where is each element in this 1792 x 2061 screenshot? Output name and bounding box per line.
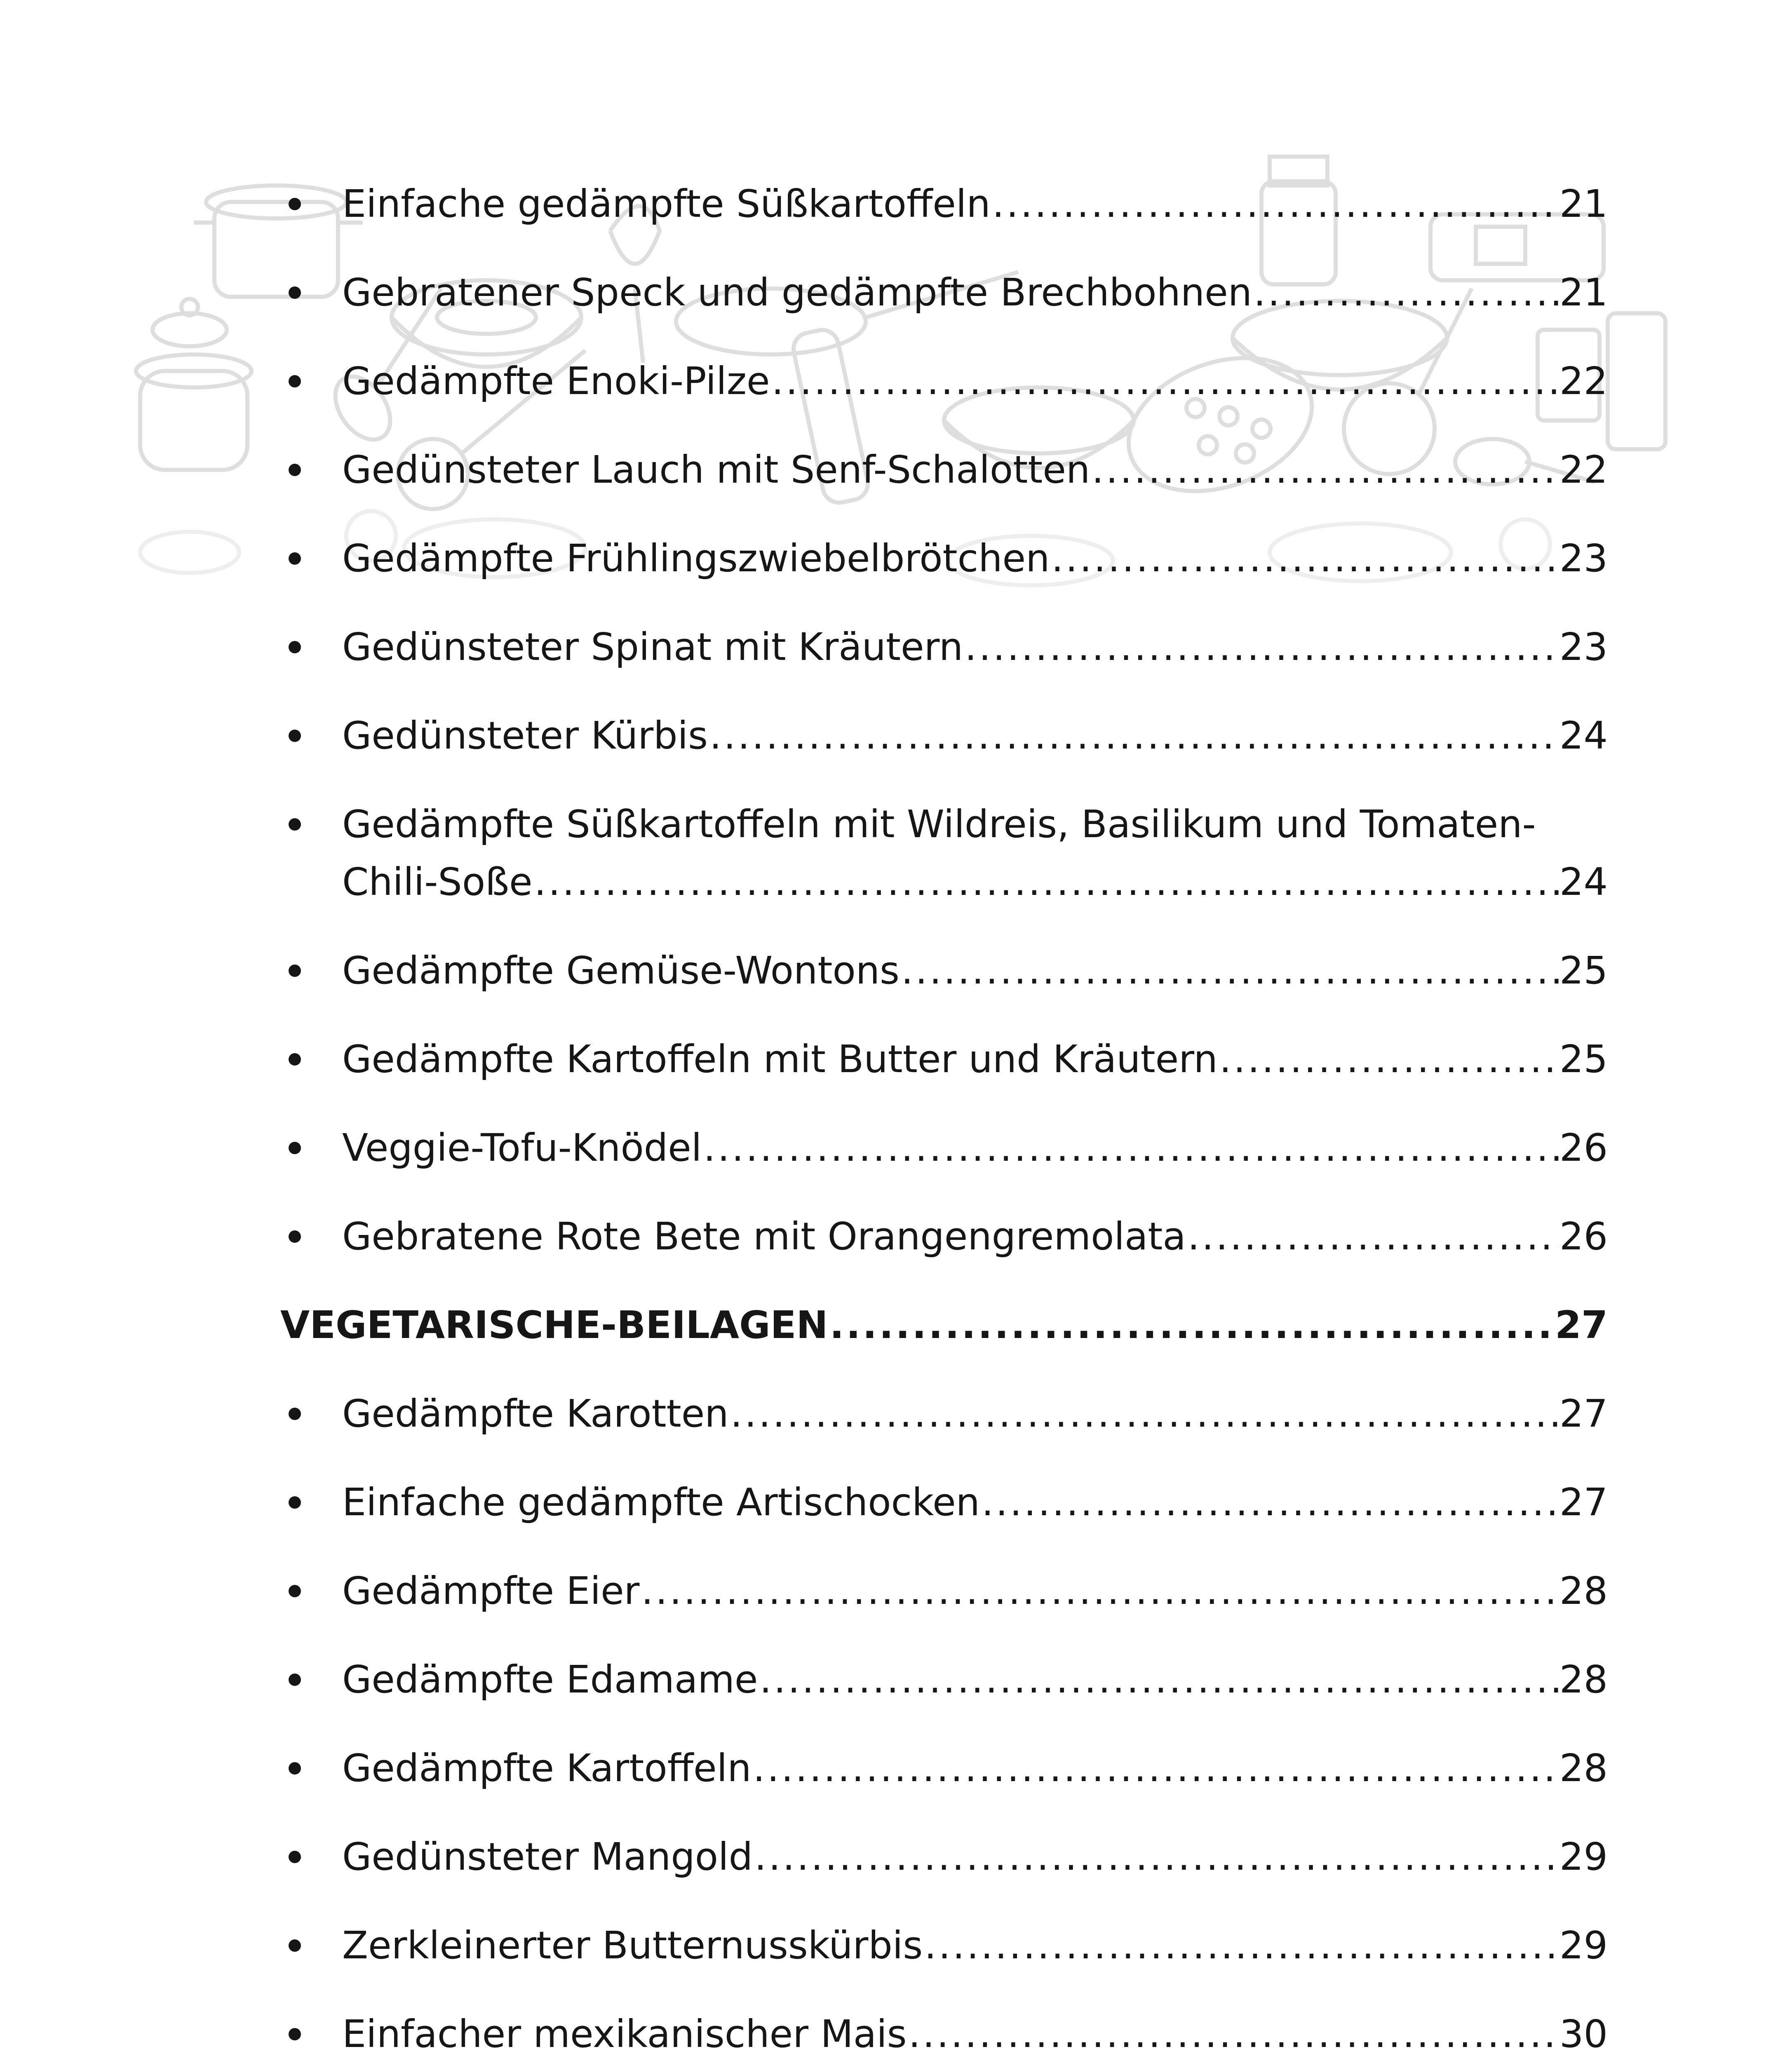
toc-entry-label: Gebratener Speck und gedämpfte Brechbohnen xyxy=(342,270,1252,315)
toc-entry-label: Gedämpfte Eier xyxy=(342,1569,640,1613)
toc-entry[interactable] xyxy=(280,2009,1608,2059)
toc-entry[interactable] xyxy=(280,1123,1608,1173)
toc-entry-page: 29 xyxy=(1559,1923,1608,1967)
toc-entry-label: Gedämpfte Karotten xyxy=(342,1392,729,1436)
toc-entry-page: 28 xyxy=(1559,1657,1608,1702)
bullet-icon xyxy=(289,552,301,565)
dot-leader xyxy=(703,1123,1559,1173)
bullet-icon xyxy=(289,464,301,476)
toc-entry-page: 23 xyxy=(1559,625,1608,669)
toc-entry-label: Gedämpfte Frühlingszwiebelbrötchen xyxy=(342,536,1050,580)
bullet-icon xyxy=(289,286,301,299)
dot-leader xyxy=(924,1921,1559,1970)
toc-entry-label: Gedünsteter Spinat mit Kräutern xyxy=(342,625,963,669)
toc-entry[interactable] xyxy=(280,1389,1608,1439)
toc-entry-page: 28 xyxy=(1559,1569,1608,1613)
toc-entry[interactable] xyxy=(280,711,1608,761)
toc-entry-page: 24 xyxy=(1559,714,1608,758)
toc-entry-label: Gedämpfte Kartoffeln xyxy=(342,1746,752,1790)
toc-entry[interactable] xyxy=(280,445,1608,495)
toc-entry-label-line1: Gedämpfte Süßkartoffeln mit Wildreis, Basilikum und Tomaten- xyxy=(342,802,1536,846)
toc-entry-label: Einfacher mexikanischer Mais xyxy=(342,2012,907,2056)
toc-entry-label: Gebratene Rote Bete mit Orangengremolata xyxy=(342,1214,1186,1258)
bullet-icon xyxy=(289,1851,301,1863)
toc-entry[interactable] xyxy=(280,1655,1608,1704)
toc-entry[interactable] xyxy=(280,1832,1608,1882)
bullet-icon xyxy=(289,1762,301,1775)
toc-entry-page: 23 xyxy=(1559,536,1608,580)
bullet-icon xyxy=(289,1939,301,1952)
toc-entry-page: 24 xyxy=(1559,860,1608,904)
toc-entry-page: 30 xyxy=(1559,2012,1608,2056)
dot-leader xyxy=(992,179,1559,229)
dot-leader xyxy=(982,1478,1559,1527)
toc-entry-label: Veggie-Tofu-Knödel xyxy=(342,1126,702,1170)
dot-leader xyxy=(1254,268,1559,317)
toc-entry[interactable] xyxy=(280,1212,1608,1261)
toc-entry-label: Zerkleinerter Butternusskürbis xyxy=(342,1923,923,1967)
toc-entry-page: 27 xyxy=(1559,1480,1608,1524)
dot-leader xyxy=(772,357,1559,406)
toc-entry-page: 25 xyxy=(1559,1037,1608,1081)
toc-entry[interactable] xyxy=(280,1035,1608,1084)
toc-entry-label: Gedämpfte Gemüse-Wontons xyxy=(342,948,900,993)
toc-entry[interactable] xyxy=(280,622,1608,672)
dot-leader xyxy=(753,1744,1559,1793)
toc-entry[interactable] xyxy=(280,800,1608,907)
toc-entry-page: 28 xyxy=(1559,1746,1608,1790)
toc-section-heading[interactable] xyxy=(280,1300,1608,1350)
bullet-icon xyxy=(289,1496,301,1509)
toc-entry[interactable] xyxy=(280,179,1608,229)
toc-entry[interactable] xyxy=(280,1921,1608,1970)
toc-section-label: VEGETARISCHE-BEILAGEN xyxy=(280,1303,828,1347)
toc-entry-label: Gedämpfte Edamame xyxy=(342,1657,758,1702)
dot-leader xyxy=(909,2009,1559,2059)
bullet-icon xyxy=(289,818,301,831)
dot-leader xyxy=(754,1832,1559,1882)
dot-leader xyxy=(829,1300,1554,1350)
bullet-icon xyxy=(289,641,301,653)
toc-entry-label: Einfache gedämpfte Süßkartoffeln xyxy=(342,182,991,226)
toc-entry[interactable] xyxy=(280,1566,1608,1616)
dot-leader xyxy=(1219,1035,1559,1084)
bullet-icon xyxy=(289,1053,301,1066)
bullet-icon xyxy=(289,2028,301,2040)
toc-entry-page: 27 xyxy=(1559,1392,1608,1436)
dot-leader xyxy=(1188,1212,1559,1261)
toc-entry-label: Gedünsteter Kürbis xyxy=(342,714,708,758)
dot-leader xyxy=(534,857,1559,907)
cooking-pot-icon xyxy=(136,299,251,470)
bullet-icon xyxy=(289,730,301,742)
toc-entry[interactable] xyxy=(280,946,1608,995)
toc-entry[interactable] xyxy=(280,1744,1608,1793)
bullet-icon xyxy=(289,1408,301,1420)
toc-entry[interactable] xyxy=(280,534,1608,583)
bullet-icon xyxy=(289,1674,301,1686)
toc-entry-page: 25 xyxy=(1559,948,1608,993)
toc-entry[interactable] xyxy=(280,357,1608,406)
toc-entry-label: Gedämpfte Enoki-Pilze xyxy=(342,359,770,403)
bullet-icon xyxy=(289,198,301,210)
toc-entry-page: 26 xyxy=(1559,1214,1608,1258)
dot-leader xyxy=(730,1389,1559,1439)
dot-leader xyxy=(1092,445,1559,495)
bullet-icon xyxy=(289,965,301,977)
toc-entry-page: 21 xyxy=(1559,270,1608,315)
bullet-icon xyxy=(289,375,301,387)
bullet-icon xyxy=(289,1230,301,1243)
toc-entry-label-line2: Chili-Soße xyxy=(342,860,533,904)
dot-leader xyxy=(901,946,1559,995)
dot-leader xyxy=(760,1655,1559,1704)
toc-entry-page: 26 xyxy=(1559,1126,1608,1170)
toc-entry-label: Gedünsteter Lauch mit Senf-Schalotten xyxy=(342,448,1090,492)
dot-leader xyxy=(1051,534,1559,583)
bullet-icon xyxy=(289,1142,301,1154)
toc-section-page: 27 xyxy=(1555,1303,1608,1347)
bullet-icon xyxy=(289,1585,301,1597)
toc-entry-page: 22 xyxy=(1559,359,1608,403)
dot-leader xyxy=(709,711,1559,761)
toc-entry-label: Gedünsteter Mangold xyxy=(342,1835,753,1879)
dot-leader xyxy=(965,622,1559,672)
toc-entry-page: 22 xyxy=(1559,448,1608,492)
toc-entry[interactable] xyxy=(280,268,1608,317)
toc-entry-label: Gedämpfte Kartoffeln mit Butter und Kräutern xyxy=(342,1037,1218,1081)
toc-entry-label: Einfache gedämpfte Artischocken xyxy=(342,1480,980,1524)
toc-entry-page: 21 xyxy=(1559,182,1608,226)
toc-entry-page: 29 xyxy=(1559,1835,1608,1879)
toc-entry[interactable] xyxy=(280,1478,1608,1527)
dot-leader xyxy=(641,1566,1559,1616)
